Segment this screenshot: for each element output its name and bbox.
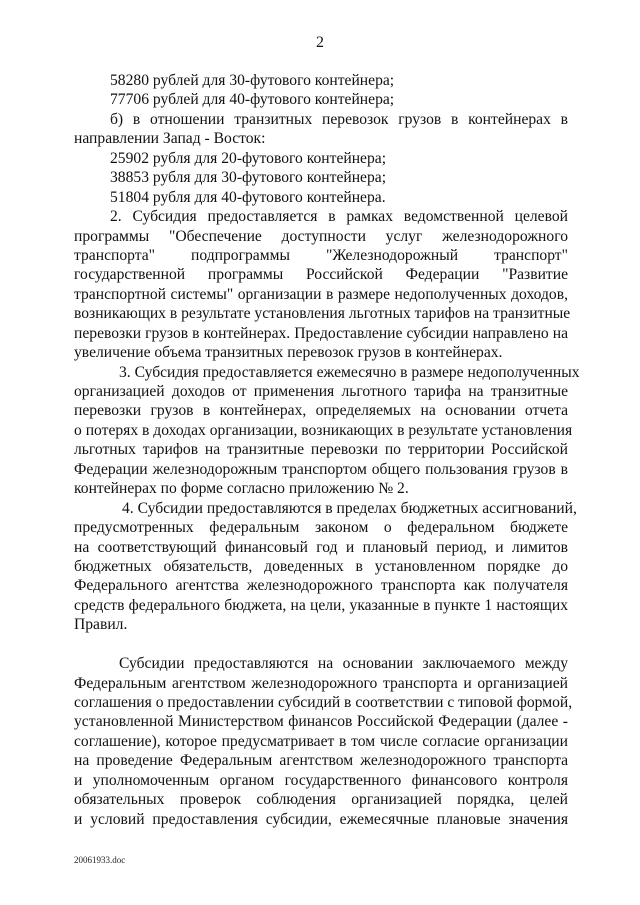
text-line: направлении Запад - Восток: [74, 130, 266, 148]
text-line: Правил. [74, 616, 128, 634]
page-number: 2 [316, 34, 324, 51]
text-line: возникающих в результате установления льготных тарифов на транзитные [74, 305, 571, 323]
text-line: 38853 рубля для 30-футового контейнера; [110, 169, 387, 187]
text-line: и условий предоставления субсидии, ежемесячные плановые значения [74, 810, 568, 828]
text-line: 58280 рублей для 30-футового контейнера; [110, 72, 395, 89]
text-line: организацией доходов от применения льготного тарифа на транзитные [74, 383, 568, 400]
text-line: на соответствующий финансовый год и плановый период, и лимитов [74, 538, 568, 556]
text-line: 77706 рублей для 40-футового контейнера; [110, 91, 395, 109]
text-line: Субсидии предоставляются на основании заключаемого между [119, 655, 568, 673]
text-line: программы "Обеспечение доступности услуг железнодорожного [74, 227, 568, 245]
text-line: установленной Министерством финансов Российской Федерации (далее - [74, 713, 568, 731]
text-line: увеличение объема транзитных перевозок грузов в контейнерах. [74, 344, 503, 362]
text-line: и уполномоченным органом государственного финансового контроля [74, 771, 568, 789]
text-line: соглашения о предоставлении субсидий в соответствии с типовой формой, [74, 694, 573, 711]
text-line: 4. Субсидии предоставляются в пределах бюджетных ассигнований, [122, 499, 577, 517]
text-line: льготных тарифов на транзитные перевозки по территории Российской [74, 441, 568, 459]
text-line: соглашение), которое предусматривает в том числе согласие организации [74, 732, 568, 750]
text-line: на проведение Федеральным агентством железнодорожного транспорта [74, 752, 568, 770]
text-line: Федерального агентства железнодорожного транспорта как получателя [74, 577, 568, 595]
file-name-footer: 20061933.doc [74, 855, 126, 865]
text-line: о потерях в доходах организации, возникающих в результате установления [74, 421, 573, 439]
body-text [74, 71, 580, 829]
text-line: транспортной системы" организации в размере недополученных доходов, [74, 285, 568, 303]
text-line: Федеральным агентством железнодорожного транспорта и организацией [74, 674, 568, 692]
text-line: перевозки грузов в контейнерах. Предоставление субсидии направлено на [74, 324, 568, 342]
text-line: контейнерах по форме согласно приложению № 2. [74, 480, 409, 498]
text-line [74, 635, 568, 654]
text-line: средств федерального бюджета, на цели, указанные в пункте 1 настоящих [74, 596, 568, 614]
text-line: б) в отношении транзитных перевозок грузов в контейнерах в [110, 110, 568, 128]
text-line: обязательных проверок соблюдения организацией порядка, целей [74, 791, 568, 809]
text-line: 2. Субсидия предоставляется в рамках ведомственной целевой [110, 208, 568, 226]
text-line: Федерации железнодорожным транспортом общего пользования грузов в [74, 460, 568, 478]
text-line: 25902 рубля для 20-футового контейнера; [110, 149, 387, 167]
text-line: предусмотренных федеральным законом о федеральном бюджете [74, 519, 568, 537]
text-line: государственной программы Российской Федерации "Развитие [74, 266, 568, 284]
text-line: 51804 рубля для 40-футового контейнера. [110, 188, 386, 206]
text-line: транспорта" подпрограммы "Железнодорожный транспорт" [74, 246, 568, 264]
text-line: бюджетных обязательств, доведенных в установленном порядке до [74, 557, 568, 575]
text-line: 3. Субсидия предоставляется ежемесячно в размере недополученных [119, 363, 580, 381]
text-line: перевозки грузов в контейнерах, определяемых на основании отчета [74, 402, 568, 420]
